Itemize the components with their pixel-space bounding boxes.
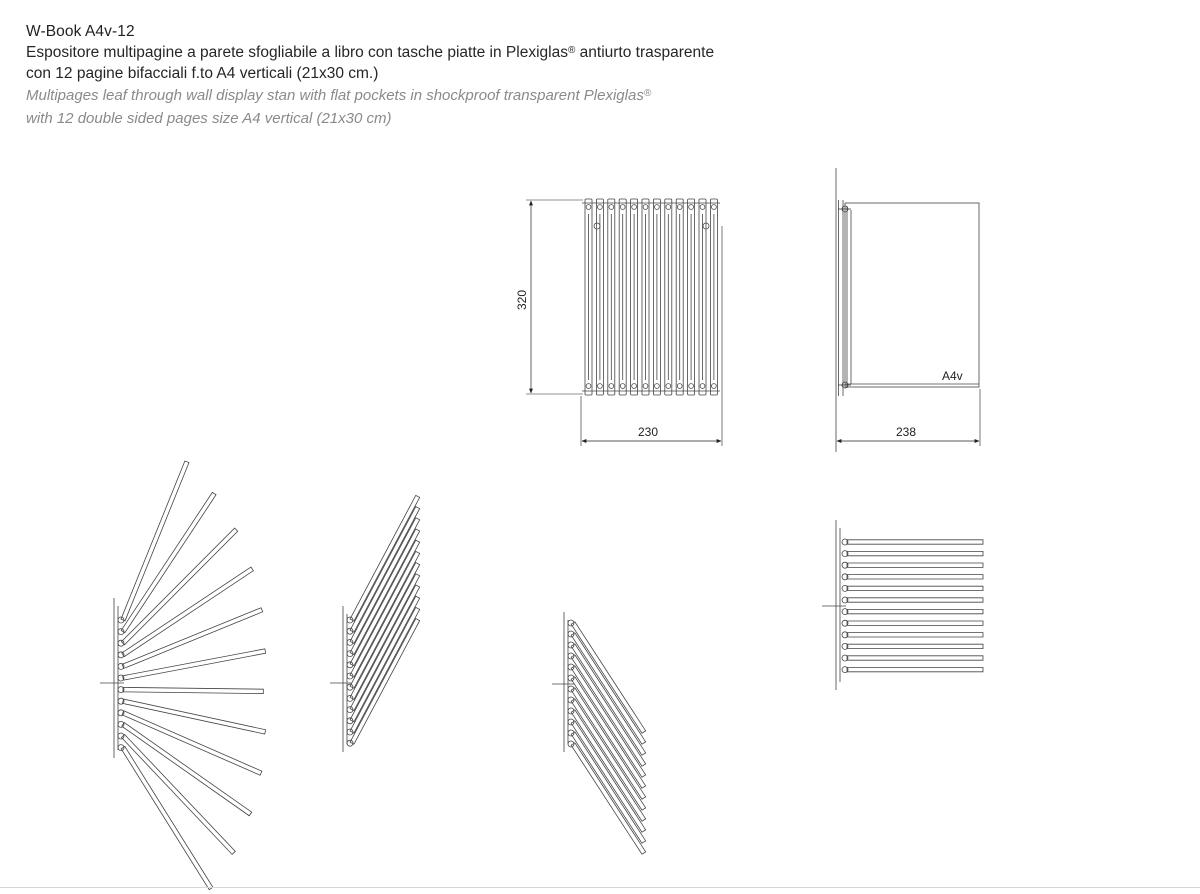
italian-description-line2: con 12 pagine bifacciali f.to A4 verticali (21x30 cm.) — [26, 65, 379, 82]
fan-pocket-10 — [122, 723, 252, 816]
plan-view-closed-stack — [822, 520, 983, 690]
fan-pocket-8 — [123, 699, 266, 734]
english-description-line2: with 12 double sided pages size A4 vertical (21x30 cm) — [26, 110, 392, 127]
lean-right-pocket-9 — [350, 585, 420, 711]
italian-line1-text: Espositore multipagine a parete sfogliabile a libro con tasche piatte in Plexiglas — [26, 44, 568, 61]
front-pocket-screw-top-12 — [712, 205, 717, 210]
fan-pocket-12 — [121, 746, 213, 889]
front-pocket-screw-top-6 — [643, 205, 648, 210]
front-pocket-screw-bottom-8 — [666, 384, 671, 389]
lean-right-pocket-8 — [350, 574, 420, 700]
fan-pocket-7 — [123, 687, 263, 693]
front-pocket-screw-top-9 — [677, 205, 682, 210]
plan-view-leaning-right — [330, 495, 420, 752]
side-view — [836, 168, 980, 452]
closed-pocket-9 — [847, 633, 983, 637]
registered-mark-en: ® — [643, 88, 652, 99]
plan-view-fan-open — [100, 461, 266, 890]
lean-right-pocket-3 — [350, 518, 420, 644]
closed-pocket-5 — [847, 586, 983, 590]
front-pocket-screw-top-11 — [700, 205, 705, 210]
closed-pocket-7 — [847, 609, 983, 613]
lean-right-pocket-7 — [350, 563, 420, 689]
closed-pocket-12 — [847, 667, 983, 671]
fan-pocket-5 — [122, 608, 263, 669]
lean-right-pocket-6 — [350, 551, 420, 677]
front-pocket-screw-bottom-6 — [643, 384, 648, 389]
italian-line1-end: antiurto trasparente — [575, 44, 715, 61]
lean-right-pocket-11 — [350, 607, 420, 733]
footer-rule — [0, 887, 1200, 888]
closed-pocket-6 — [847, 598, 983, 602]
closed-pocket-10 — [847, 644, 983, 648]
closed-pocket-1 — [847, 540, 983, 544]
front-pocket-screw-top-4 — [620, 205, 625, 210]
front-view — [526, 199, 722, 446]
english-line1-text: Multipages leaf through wall display stan with flat pockets in shockproof transparent Plexiglas — [26, 87, 644, 104]
front-pockets — [582, 199, 720, 395]
front-pocket-screw-top-10 — [689, 205, 694, 210]
lean-right-pocket-5 — [350, 540, 420, 666]
front-pocket-screw-bottom-4 — [620, 384, 625, 389]
fan-pocket-1 — [121, 461, 189, 621]
front-pocket-screw-top-5 — [632, 205, 637, 210]
front-pocket-screw-bottom-5 — [632, 384, 637, 389]
closed-pocket-3 — [847, 563, 983, 567]
front-pocket-screw-top-1 — [586, 205, 591, 210]
plan-view-leaning-left — [552, 612, 646, 854]
lean-right-pocket-2 — [350, 507, 420, 633]
closed-pocket-2 — [847, 551, 983, 555]
format-label: A4v — [942, 369, 963, 383]
front-pocket-screw-bottom-1 — [586, 384, 591, 389]
height-dim-label: 320 — [515, 289, 529, 311]
fan-pocket-9 — [122, 711, 262, 775]
width-dim-label: 230 — [637, 425, 659, 439]
lean-right-pocket-12 — [350, 619, 420, 745]
front-pocket-screw-top-7 — [655, 205, 660, 210]
closed-pocket-8 — [847, 621, 983, 625]
front-pocket-screw-bottom-10 — [689, 384, 694, 389]
lean-right-pocket-10 — [350, 596, 420, 722]
fan-pocket-6 — [123, 649, 266, 680]
front-pocket-screw-bottom-9 — [677, 384, 682, 389]
front-pocket-screw-top-3 — [609, 205, 614, 210]
front-mount-hole-left — [594, 223, 600, 229]
product-title: W-Book A4v-12 — [26, 23, 135, 40]
front-pocket-screw-top-2 — [598, 205, 603, 210]
closed-pocket-11 — [847, 656, 983, 660]
front-pocket-screw-bottom-7 — [655, 384, 660, 389]
registered-mark: ® — [567, 45, 576, 56]
lean-right-pocket-1 — [350, 495, 420, 621]
front-pocket-screw-bottom-2 — [598, 384, 603, 389]
front-pocket-screw-bottom-3 — [609, 384, 614, 389]
side-width-dim-label: 238 — [895, 425, 917, 439]
front-pocket-screw-bottom-11 — [700, 384, 705, 389]
front-pocket-screw-top-8 — [666, 205, 671, 210]
front-pocket-screw-bottom-12 — [712, 384, 717, 389]
lean-right-pocket-4 — [350, 529, 420, 655]
closed-pocket-4 — [847, 575, 983, 579]
side-page-outline — [845, 203, 979, 387]
